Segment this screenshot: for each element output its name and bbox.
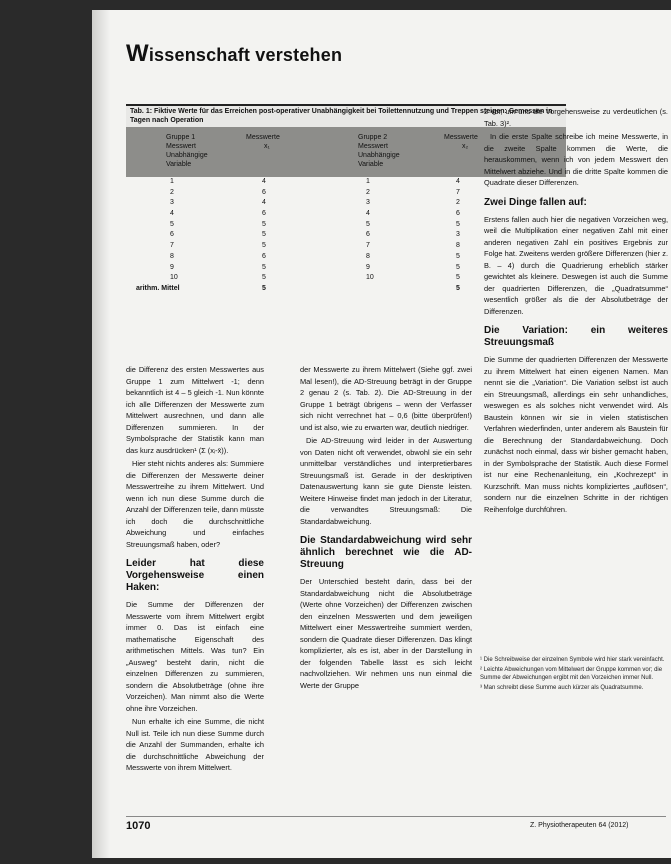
header-values2-line1: Messwerte [444, 134, 478, 141]
header-group1 [166, 133, 208, 169]
paragraph: Erstens fallen auch hier die negativen Vorzeichen weg, weil die Multiplikation einer negativen Zahl mit einer anderen negativen Zahl ein positives Ergebnis zur Folge hat. Zweitens werden größere Differenzen (hier z. B. – 4) durch die Quadrierung erheblich stärker gewichtet als kleinere. Deswegen ist auch die Summe der quadrierten Differenzen, die „Quadratsumme“ wesentlich größer als die der Absolutbeträge der Differenzen. [484, 214, 668, 316]
table-cell: 7 [456, 188, 460, 196]
page-fold-shadow [92, 10, 110, 858]
footnote: ¹ Die Schreibweise der einzelnen Symbole wird hier stark vereinfacht. [480, 657, 665, 663]
page-number: 1070 [126, 820, 151, 832]
table-cell: 2 [456, 199, 460, 207]
header-values1 [246, 133, 280, 151]
table-cell: 4 [262, 199, 266, 207]
header-initial: W [126, 40, 149, 67]
header-rest: issenschaft verstehen [148, 45, 343, 65]
table-cell: 3 [366, 199, 370, 207]
paragraph: Nun erhalte ich eine Summe, die nicht Null ist. Teile ich nun diese Summe durch die Anzahl der Summanden, erhalte ich die durchschnittliche Abweichung der Messwerte von ihrem Mittelwert. [126, 717, 264, 772]
header-group1-line3: Unabhängige [166, 152, 208, 159]
section-header [126, 40, 342, 68]
table-cell: 5 [456, 220, 460, 228]
table-cell: 5 [262, 220, 266, 228]
table-cell: 5 [456, 263, 460, 271]
paragraph: Hier steht nichts anderes als: Summiere die Differenzen der Messwerte deiner Messwertreihe zu ihrem Mittelwert. Und wenn ich nun diese Summe durch die Anzahl der Differenzen teile, dann müsste ich doch die durchschnittliche Abweichung und einfaches Streuungsmaß haben, oder? [126, 459, 264, 549]
table-cell: 1 [366, 178, 370, 185]
table-cell: 3 [170, 199, 174, 207]
table-cell: 9 [170, 263, 174, 271]
footnotes [480, 656, 670, 694]
table-cell: 4 [170, 210, 174, 218]
paragraph: Die Summe der Differenzen der Messwerte vom ihrem Mittelwert ergibt immer 0. Das ist einfach eine mathematische Eigenschaft des arithmetischen Mittels. Was tun? Ein „Ausweg“ besteht darin, nicht die einzelnen Differenzen zu summieren, sondern die Absolutbeträge (ohne ihre Vorzeichen). Man nimmt also die Werte ohne ihre Vorzeichen. [126, 600, 264, 713]
header-values1-line1: Messwerte [246, 134, 280, 141]
table-cell: 5 [262, 274, 266, 282]
table-cell: 8 [456, 242, 460, 250]
header-values1-line2: x₁ [264, 143, 270, 150]
mean-value: 5 [456, 284, 460, 292]
table-cell: 5 [262, 242, 266, 250]
mean-value: 5 [262, 284, 266, 292]
paragraph: Der Unterschied besteht darin, dass bei der Standardabweichung nicht die Absolutbeträge (Werte ohne Vorzeichen) der Differenzen zwischen den einzelnen Messwerten und dem jeweiligen Mittelwert einer Messwertreihe summiert werden, sondern die Quadrate dieser Differenzen. Das klingt komplizierter, als es ist, aber in der Darstellung in der folgenden Tabelle lässt es sich leicht nachvollziehen. Wir nehmen uns nun einmal die Werte der Gruppe [300, 577, 472, 690]
table-cell: 6 [456, 210, 460, 218]
table-cell: 10 [170, 274, 178, 282]
header-group1-line2: Messwert [166, 143, 196, 150]
paragraph: die Differenz des ersten Messwertes aus Gruppe 1 zum Mittelwert -1; denn bekanntlich ist 4 – 5 gleich -1. Nun könnte ich alle Differenzen der Messwerte zum Mittelwert ausrechnen, und dann alle Differenzen summieren. In der Symbolsprache der Statistik kann man das kurz ausdrücken¹ (Σ (xᵢ-x̄)). [126, 365, 264, 455]
header-group1-line4: Variable [166, 161, 192, 168]
paragraph: 2 vor, um uns die Vorgehensweise zu verdeutlichen (s. Tab. 3)². [484, 107, 668, 128]
table-cell: 5 [456, 252, 460, 260]
header-group1-line1: Gruppe 1 [166, 134, 196, 141]
header-group2-line3: Unabhängige [358, 152, 400, 159]
table-cell: 6 [366, 231, 370, 239]
heading: Die Standardabweichung wird sehr ähnlich berechnet wie die AD-Streuung [300, 535, 472, 570]
table-cell: 5 [170, 220, 174, 228]
header-values2-line2: x₂ [462, 143, 469, 150]
header-values2 [444, 133, 478, 151]
journal-page [92, 10, 671, 858]
table-cell: 3 [456, 231, 460, 239]
table-cell: 10 [366, 274, 374, 282]
header-group2-line2: Messwert [358, 143, 388, 150]
table-cell: 6 [262, 210, 266, 218]
column-middle [300, 364, 472, 693]
table-cell: 5 [262, 231, 266, 239]
heading: Die Variation: ein weiteres Streuungsmaß [484, 325, 668, 348]
table-cell: 7 [366, 242, 370, 250]
table-caption: Tab. 1: Fiktive Werte für das Erreichen post-operativer Unabhängigkeit bei Toilettennutzung und Treppen steigen: Gemessen in Tagen nach Operation [126, 106, 566, 127]
mean-label: arithm. Mittel [136, 284, 180, 292]
table-cell: 7 [170, 242, 174, 250]
table-cell: 5 [262, 263, 266, 271]
table-cell: 2 [170, 188, 174, 196]
paragraph: Die Summe der quadrierten Differenzen der Messwerte zu ihrem Mittelwert hat einen eigenen Namen. Man nennt sie die „Variation“. Die Variation selbst ist auch ein Streuungsmaß, allerdings ein sehr unhandliches, weswegen es als solches nicht verwendet wird. Als Baustein können wir sie in vielen statistischen Verfahren wiederfinden, unter anderem als Baustein für die Berechnung der Standardabweichung. Doch zunächst noch einmal, dass wir bisher gemacht haben, in der Symbolsprache der Statistik. Auch diese Formel ist nur eine Rechenanleitung, ein „Kochrezept“ in Kurzschrift. Man muss nichts kompliziertes „auflösen“, sondern nur die einzelnen Schritte in der richtigen Reihenfolge durchführen. [484, 355, 668, 514]
table-cell: 8 [170, 252, 174, 260]
table-cell: 1 [170, 178, 174, 185]
table-cell: 6 [262, 252, 266, 260]
column-right [484, 106, 668, 517]
table-cell: 5 [366, 220, 370, 228]
heading: Zwei Dinge fallen auf: [484, 196, 587, 208]
header-group2 [358, 133, 400, 169]
table-cell: 4 [262, 178, 266, 185]
heading: Leider hat diese Vorgehensweise einen Haken: [126, 558, 264, 593]
table-cell: 6 [170, 231, 174, 239]
table-cell: 5 [456, 274, 460, 282]
footer-divider [126, 816, 666, 817]
footnote: ³ Man schreibt diese Summe auch kürzer als Quadratsumme. [480, 685, 644, 691]
table-cell: 8 [366, 252, 370, 260]
table-cell: 4 [456, 178, 460, 185]
header-group2-line4: Variable [358, 161, 384, 168]
column-left [126, 364, 264, 776]
table-cell: 6 [262, 188, 266, 196]
paragraph: Die AD-Streuung wird leider in der Auswertung von Daten nicht oft verwendet, obwohl sie ein sehr unmittelbar verständliches und interpretierbares Streuungsmaß ist. Gerade in der deskriptiven Datenauswertung kann sie gute Dienste leisten. Weitere Hinweise findet man jedoch in der Literatur, die verwandtes Streuungsmaß: Die Standardabweichung. [300, 436, 472, 526]
paragraph: In die erste Spalte schreibe ich meine Messwerte, in die zweite Spalte kommen die Werte, die herauskommen, wenn ich von jedem Messwert den Mittelwert abziehe. Und in die dritte Spalte kommen die Quadrate dieser Differenzen. [484, 132, 668, 187]
paragraph: der Messwerte zu ihrem Mittelwert (Siehe ggf. zwei Mal lesen!), die AD-Streuung beträgt in der Gruppe 2 genau 2 (s. Tab. 2). Die AD-Streuung in der Gruppe 1 beträgt übrigens – wenn der Verfasser sich nicht verrechnet hat – 0,6 (bitte überprüfen!) und ist also, wie zu erwarten war, deutlich niedriger. [300, 365, 472, 432]
footnote: ² Leichte Abweichungen vom Mittelwert der Gruppe kommen vor; die Summe der Abweichungen ergibt mit den Vorzeichen immer Null. [480, 667, 663, 681]
footer-journal: Z. Physiotherapeuten 64 (2012) [530, 822, 629, 829]
table-cell: 4 [366, 210, 370, 218]
table-cell: 9 [366, 263, 370, 271]
header-group2-line1: Gruppe 2 [358, 134, 388, 141]
table-cell: 2 [366, 188, 370, 196]
